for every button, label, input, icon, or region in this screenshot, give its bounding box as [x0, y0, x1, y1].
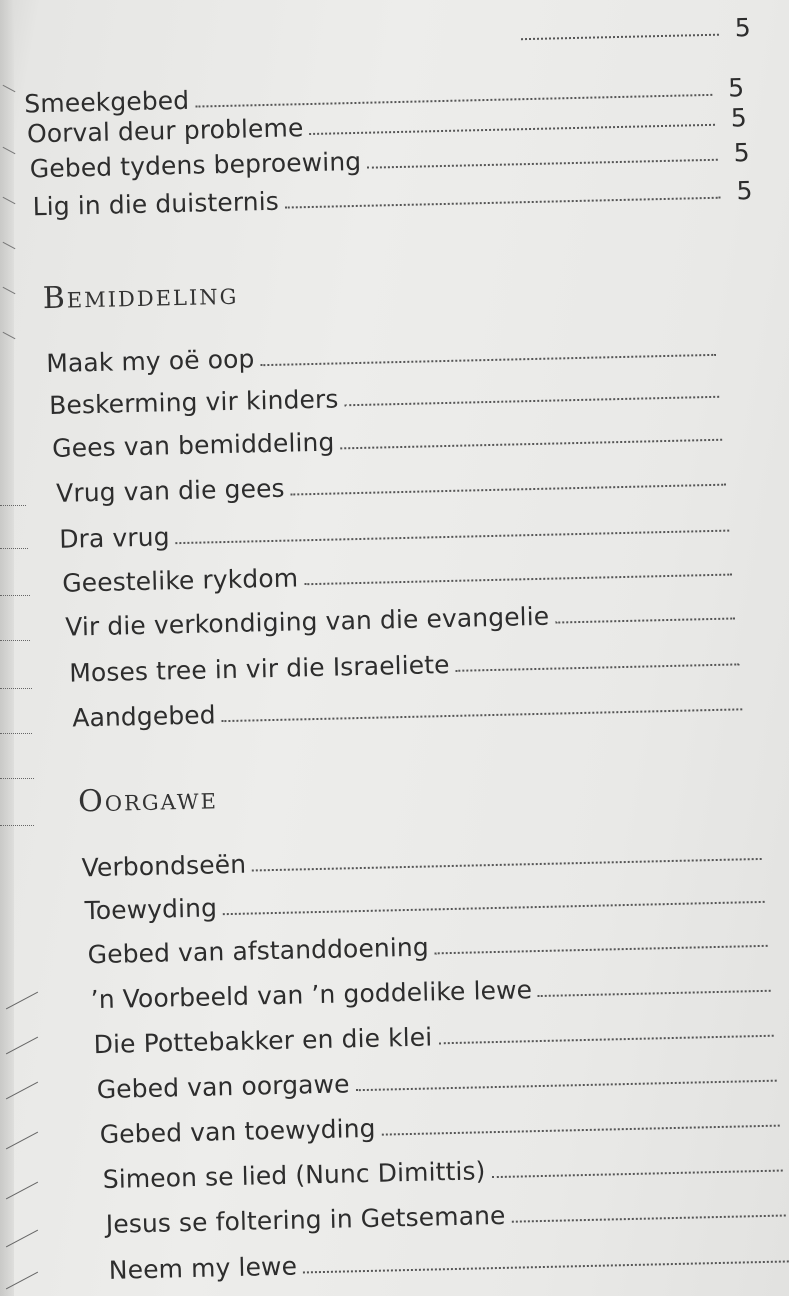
- toc-entry: [93, 1015, 774, 1060]
- dot-leader: [304, 574, 732, 586]
- toc-entry: [81, 838, 762, 883]
- section-heading-bemiddeling: Bemiddeling: [42, 276, 239, 317]
- toc-title: Moses tree in vir die Israeliete: [68, 649, 450, 688]
- toc-title: Maak my oë oop: [45, 344, 255, 379]
- toc-entry: [102, 1150, 783, 1195]
- dot-leader: [435, 945, 768, 955]
- toc-title: Aandgebed: [71, 700, 217, 733]
- toc-entry: [69, 643, 740, 688]
- dot-leader: [252, 858, 761, 872]
- toc-title: Toewyding: [84, 893, 218, 926]
- toc-entry: [65, 597, 736, 642]
- toc-entry: [521, 13, 752, 48]
- dot-leader: [492, 1170, 783, 1179]
- dot-leader: [291, 484, 726, 496]
- toc-title: Beskerming vir kinders: [48, 384, 339, 420]
- dot-leader: [261, 354, 717, 366]
- toc-entry: [46, 334, 717, 379]
- page-number: 5: [730, 103, 748, 133]
- toc-entry: [59, 510, 730, 555]
- toc-entry: [84, 881, 765, 926]
- toc-title: Verbondseën: [81, 849, 247, 883]
- toc-entry: [96, 1060, 777, 1105]
- toc-title: Gebed van oorgawe: [96, 1069, 350, 1105]
- toc-title: Die Pottebakker en die klei: [93, 1022, 433, 1060]
- dot-leader: [310, 124, 716, 135]
- dot-leader: [176, 530, 730, 545]
- toc-title: Dra vrug: [58, 522, 170, 554]
- toc-entry: [99, 1105, 780, 1150]
- dot-leader: [345, 396, 720, 407]
- toc-title: Geestelike rykdom: [61, 563, 299, 598]
- toc-title: Lig in die duisternis: [32, 186, 280, 222]
- toc-title: Gebed tydens beproewing: [29, 146, 362, 184]
- toc-title: Gebed van toewyding: [99, 1113, 376, 1150]
- dot-leader: [356, 1080, 777, 1092]
- page-number: 5: [733, 138, 750, 168]
- dot-leader: [555, 617, 735, 623]
- toc-title: Gees van bemiddeling: [51, 427, 335, 463]
- dot-leader: [367, 159, 718, 169]
- dot-leader: [222, 708, 743, 722]
- toc-entry: [90, 970, 771, 1015]
- toc-entry: [52, 419, 723, 464]
- dot-leader: [438, 1035, 773, 1045]
- toc-title: Smeekgebed: [24, 85, 190, 119]
- toc-entry: [109, 1240, 789, 1285]
- toc-entry: [87, 925, 768, 970]
- dot-leader: [456, 663, 740, 671]
- toc-entry: [32, 176, 752, 222]
- toc-entry: [56, 464, 727, 509]
- toc-title: Jesus se foltering in Getsemane: [105, 1200, 506, 1239]
- toc-title: Oorval deur probleme: [26, 113, 304, 149]
- page-number: 5: [734, 12, 752, 43]
- toc-title: Simeon se lied (Nunc Dimittis): [102, 1156, 486, 1194]
- dot-leader: [285, 197, 721, 209]
- dot-leader: [521, 34, 719, 40]
- toc-entry: [49, 376, 720, 421]
- section-heading-oorgawe: Oorgawe: [77, 781, 219, 820]
- toc-title: Vir die verkondiging van die evangelie: [64, 601, 550, 642]
- toc-entry: [62, 554, 733, 599]
- toc-title: Gebed van afstanddoening: [87, 932, 430, 970]
- dot-leader: [223, 901, 765, 915]
- dot-leader: [303, 1260, 789, 1273]
- dot-leader: [512, 1214, 786, 1222]
- page-number: 5: [736, 175, 753, 206]
- toc-entry: [105, 1194, 786, 1239]
- toc-title: Neem my lewe: [108, 1251, 298, 1285]
- dot-leader: [382, 1125, 780, 1136]
- toc-entry: [72, 688, 743, 733]
- toc-title: Vrug van die gees: [55, 473, 285, 508]
- dot-leader: [341, 439, 723, 450]
- dot-leader: [538, 990, 771, 997]
- toc-title: ’n Voorbeeld van ’n goddelike lewe: [90, 975, 533, 1015]
- page-number: 5: [727, 73, 745, 103]
